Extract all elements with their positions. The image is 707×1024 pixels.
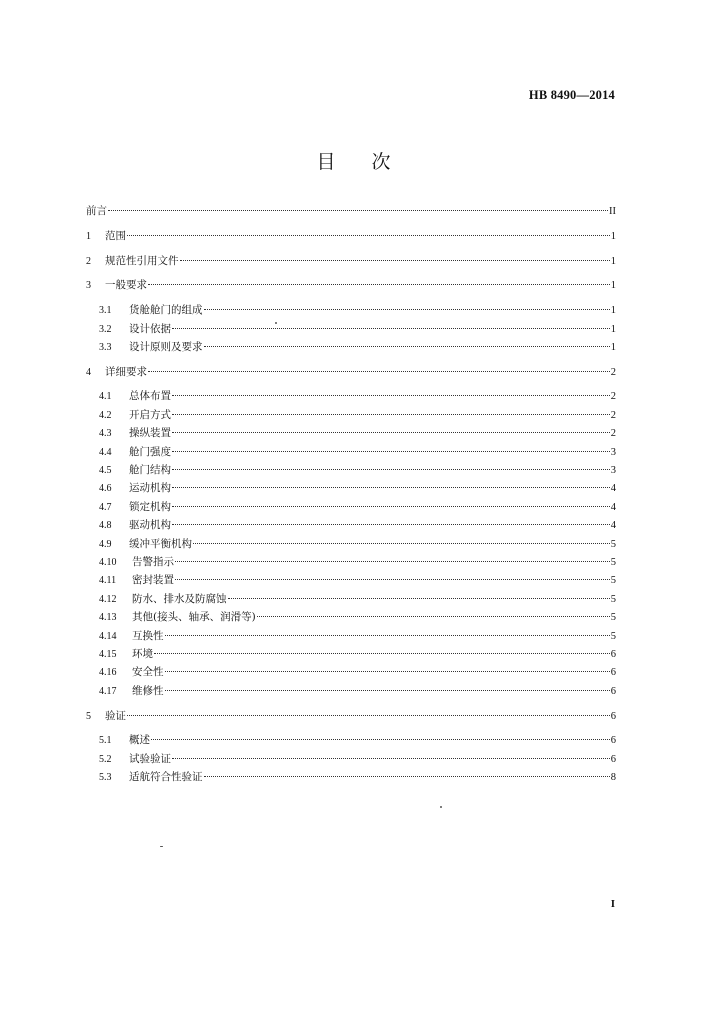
toc-entry[interactable] bbox=[86, 479, 616, 497]
toc-entry[interactable] bbox=[86, 663, 616, 681]
toc-entry-number: 1 bbox=[86, 230, 91, 242]
toc-entry-number: 4.11 bbox=[99, 575, 117, 587]
toc-entry-title: 适航符合性验证 bbox=[129, 771, 203, 784]
toc-entry-title: 驱动机构 bbox=[129, 519, 171, 532]
toc-entry-page: 5 bbox=[610, 556, 616, 568]
toc-entry-title: 操纵装置 bbox=[129, 427, 171, 440]
toc-entry-page: 1 bbox=[610, 280, 616, 292]
toc-entry-title: 告警指示 bbox=[132, 555, 174, 568]
toc-entry-title: 锁定机构 bbox=[129, 500, 171, 513]
toc-entry-page: 1 bbox=[610, 323, 616, 335]
toc-entry-title: 范围 bbox=[105, 229, 126, 242]
toc-entry-page: 6 bbox=[610, 648, 616, 660]
dot-leader bbox=[172, 524, 610, 525]
toc-entry[interactable] bbox=[86, 516, 616, 534]
dot-leader bbox=[172, 432, 610, 433]
toc-entry[interactable] bbox=[86, 750, 616, 768]
toc-entry-title: 前言 bbox=[86, 205, 107, 217]
toc-entry-number: 4.8 bbox=[99, 520, 112, 532]
toc-entry-number: 3.1 bbox=[99, 305, 112, 317]
toc-entry-title: 详细要求 bbox=[105, 365, 147, 378]
dot-leader bbox=[172, 506, 610, 507]
toc-entry-page: 4 bbox=[610, 483, 616, 495]
scan-speck bbox=[160, 846, 163, 847]
toc-entry-title: 开启方式 bbox=[129, 408, 171, 421]
toc-entry-title: 货舱舱门的组成 bbox=[129, 304, 203, 317]
toc-entry-page: 5 bbox=[610, 538, 616, 550]
document-number: HB 8490—2014 bbox=[528, 88, 615, 102]
toc-entry[interactable] bbox=[86, 320, 616, 338]
toc-entry[interactable] bbox=[86, 252, 616, 270]
toc-entry-page: 5 bbox=[610, 575, 616, 587]
dot-leader bbox=[165, 671, 610, 672]
toc-title bbox=[0, 147, 707, 174]
toc-entry-title: 试验验证 bbox=[129, 752, 171, 765]
toc-entry[interactable] bbox=[86, 461, 616, 479]
scan-speck bbox=[275, 322, 277, 324]
dot-leader bbox=[127, 235, 610, 236]
toc-entry-title: 互换性 bbox=[132, 629, 164, 642]
toc-entry-number: 5.3 bbox=[99, 772, 112, 784]
toc-entry-page: 6 bbox=[610, 735, 616, 747]
toc-title-char: 目 bbox=[316, 151, 336, 173]
toc-entry-title: 维修性 bbox=[132, 684, 164, 697]
dot-leader bbox=[172, 758, 610, 759]
toc-entry[interactable] bbox=[86, 608, 616, 626]
toc-entry-page: 4 bbox=[610, 520, 616, 532]
dot-leader bbox=[148, 284, 610, 285]
dot-leader bbox=[175, 579, 610, 580]
toc-entry-page: 3 bbox=[610, 446, 616, 458]
dot-leader bbox=[127, 715, 610, 716]
toc-entry-number: 4.14 bbox=[99, 630, 117, 642]
toc-entry-number: 3.2 bbox=[99, 323, 112, 335]
toc-entry[interactable] bbox=[86, 387, 616, 405]
toc-entry-title: 舱门结构 bbox=[129, 464, 171, 477]
dot-leader bbox=[172, 487, 610, 488]
dot-leader bbox=[180, 260, 610, 261]
toc-entry[interactable] bbox=[86, 443, 616, 461]
dot-leader bbox=[108, 210, 608, 211]
toc-entry-page: 5 bbox=[610, 612, 616, 624]
toc-entry-number: 4.4 bbox=[99, 446, 112, 458]
toc-entry-number: 4.2 bbox=[99, 409, 112, 421]
dot-leader bbox=[172, 328, 610, 329]
toc-entry-page: 6 bbox=[610, 667, 616, 679]
toc-entry-page: 5 bbox=[610, 593, 616, 605]
toc-entry[interactable] bbox=[86, 768, 616, 786]
dot-leader bbox=[204, 776, 610, 777]
toc-entry-number: 5.1 bbox=[99, 735, 112, 747]
toc-entry-page: 1 bbox=[610, 255, 616, 267]
dot-leader bbox=[165, 690, 610, 691]
toc-entry-title: 其他(接头、轴承、润滑等) bbox=[132, 611, 256, 624]
toc-title-char: 次 bbox=[371, 151, 391, 173]
toc-entry-number: 4.9 bbox=[99, 538, 112, 550]
toc-entry[interactable] bbox=[86, 498, 616, 516]
dot-leader bbox=[204, 309, 610, 310]
scan-speck bbox=[440, 806, 442, 808]
toc-entry-page: 4 bbox=[610, 501, 616, 513]
toc-entry-title: 总体布置 bbox=[129, 390, 171, 403]
dot-leader bbox=[148, 371, 610, 372]
toc-entry-page: 6 bbox=[610, 685, 616, 697]
toc-entry[interactable] bbox=[86, 682, 616, 700]
toc-entry-page: 5 bbox=[610, 630, 616, 642]
toc-entry-number: 4.6 bbox=[99, 483, 112, 495]
dot-leader bbox=[165, 635, 610, 636]
toc-entry[interactable] bbox=[86, 301, 616, 319]
toc-entry-page: 2 bbox=[610, 409, 616, 421]
toc-entry-number: 4 bbox=[86, 366, 91, 378]
toc-entry-number: 4.15 bbox=[99, 648, 117, 660]
toc-entry-number: 4.16 bbox=[99, 667, 117, 679]
dot-leader bbox=[154, 653, 610, 654]
toc-entry-page: II bbox=[609, 206, 616, 217]
toc-entry-number: 4.13 bbox=[99, 612, 117, 624]
page-number: I bbox=[610, 898, 615, 910]
dot-leader bbox=[257, 616, 610, 617]
toc-entry-page: 6 bbox=[610, 753, 616, 765]
toc-entry-page: 6 bbox=[610, 710, 616, 722]
toc-entry-page: 1 bbox=[610, 230, 616, 242]
toc-entry[interactable] bbox=[86, 590, 616, 608]
toc-entry-number: 4.7 bbox=[99, 501, 112, 513]
toc-entry-title: 规范性引用文件 bbox=[105, 254, 179, 267]
toc-entry-page: 8 bbox=[610, 772, 616, 784]
toc-entry[interactable] bbox=[86, 424, 616, 442]
toc-entry-number: 4.12 bbox=[99, 593, 117, 605]
toc-entry-page: 2 bbox=[610, 391, 616, 403]
toc-entry[interactable] bbox=[86, 406, 616, 424]
table-of-contents bbox=[86, 202, 616, 786]
toc-entry-page: 1 bbox=[610, 305, 616, 317]
toc-entry-page: 2 bbox=[610, 366, 616, 378]
dot-leader bbox=[193, 543, 610, 544]
toc-entry[interactable] bbox=[86, 227, 616, 245]
toc-entry-title: 验证 bbox=[105, 709, 126, 722]
toc-entry-title: 运动机构 bbox=[129, 482, 171, 495]
toc-entry[interactable] bbox=[86, 363, 616, 381]
toc-entry-number: 3 bbox=[86, 280, 91, 292]
toc-entry-number: 5.2 bbox=[99, 753, 112, 765]
toc-entry-title: 密封装置 bbox=[132, 574, 174, 587]
toc-entry-number: 4.3 bbox=[99, 428, 112, 440]
toc-entry-title: 设计依据 bbox=[129, 322, 171, 335]
toc-entry-number: 5 bbox=[86, 710, 91, 722]
toc-entry-page: 3 bbox=[610, 465, 616, 477]
toc-entry-title: 缓冲平衡机构 bbox=[129, 537, 192, 550]
toc-entry-number: 4.1 bbox=[99, 391, 112, 403]
toc-entry-title: 概述 bbox=[129, 734, 150, 747]
toc-entry[interactable] bbox=[86, 535, 616, 553]
dot-leader bbox=[172, 414, 610, 415]
toc-entry-title: 设计原则及要求 bbox=[129, 340, 203, 353]
toc-entry-title: 舱门强度 bbox=[129, 445, 171, 458]
toc-entry-page: 1 bbox=[610, 341, 616, 353]
toc-entry-title: 环境 bbox=[132, 647, 153, 660]
dot-leader bbox=[175, 561, 610, 562]
toc-entry-number: 2 bbox=[86, 255, 91, 267]
toc-entry[interactable] bbox=[86, 276, 616, 294]
toc-entry-title: 一般要求 bbox=[105, 279, 147, 292]
toc-entry-number: 4.5 bbox=[99, 465, 112, 477]
dot-leader bbox=[204, 346, 610, 347]
toc-entry[interactable] bbox=[86, 645, 616, 663]
toc-entry-title: 安全性 bbox=[132, 666, 164, 679]
toc-entry-number: 4.17 bbox=[99, 685, 117, 697]
toc-entry[interactable] bbox=[86, 731, 616, 749]
toc-entry[interactable] bbox=[86, 571, 616, 589]
toc-entry-number: 4.10 bbox=[99, 556, 117, 568]
toc-entry[interactable] bbox=[86, 627, 616, 645]
toc-entry[interactable] bbox=[86, 553, 616, 571]
dot-leader bbox=[172, 395, 610, 396]
dot-leader bbox=[228, 598, 610, 599]
toc-entry-title: 防水、排水及防腐蚀 bbox=[132, 592, 227, 605]
toc-entry[interactable] bbox=[86, 202, 616, 220]
dot-leader bbox=[172, 469, 610, 470]
dot-leader bbox=[172, 451, 610, 452]
toc-entry[interactable] bbox=[86, 338, 616, 356]
toc-entry-number: 3.3 bbox=[99, 341, 112, 353]
dot-leader bbox=[151, 739, 610, 740]
toc-entry[interactable] bbox=[86, 707, 616, 725]
toc-entry-page: 2 bbox=[610, 428, 616, 440]
